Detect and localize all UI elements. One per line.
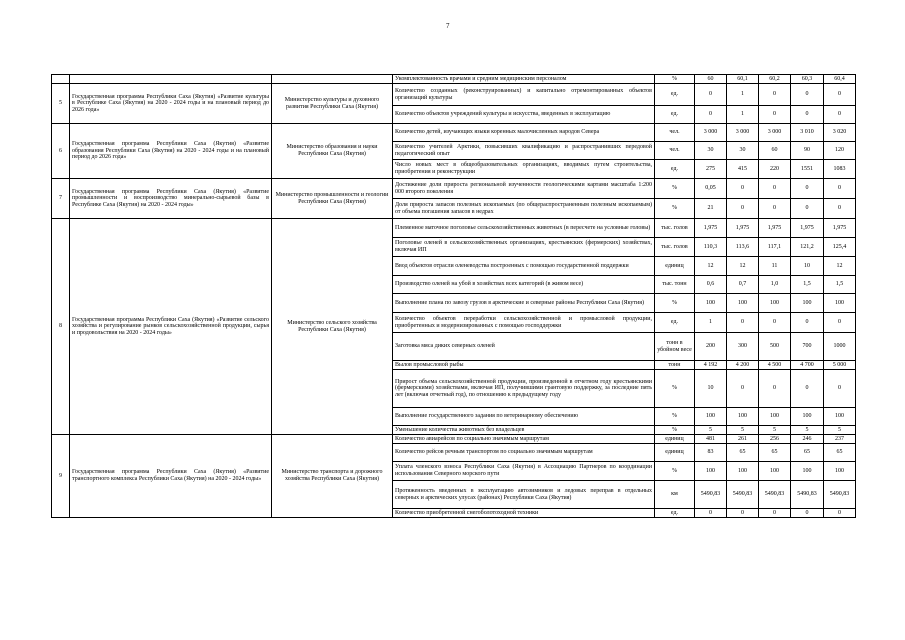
indicator-unit: % <box>655 75 695 84</box>
indicator-value: 65 <box>759 444 791 462</box>
indicator-value: 12 <box>727 257 759 276</box>
indicator-value: 0 <box>695 84 727 106</box>
indicator-value: 4 192 <box>695 361 727 370</box>
indicator-name: Племенное маточное поголовье сельскохозяйственных животных (в пересчете на условные головы) <box>393 219 655 238</box>
indicator-value: 60 <box>695 75 727 84</box>
ministry-name: Министерство культуры и духовного развития Республики Саха (Якутия) <box>272 84 393 124</box>
indicator-value: 0 <box>824 179 856 199</box>
indicator-value: 300 <box>727 333 759 361</box>
indicator-unit: ед. <box>655 160 695 179</box>
program-name: Государственная программа Республики Саха (Якутия) «Развитие культуры в Республике Саха (Якутия) на 2020 - 2024 годы и на плановый период до 2026 года» <box>70 84 272 124</box>
indicator-value: 10 <box>695 370 727 408</box>
program-name: Государственная программа Республики Саха (Якутия) «Развитие транспортного комплекса Республики Саха (Якутия) на 2020 - 2024 годы» <box>70 435 272 518</box>
page-number: 7 <box>446 22 450 30</box>
indicator-unit: тыс. голов <box>655 219 695 238</box>
indicator-value: 3 020 <box>824 124 856 142</box>
indicator-value: 100 <box>727 294 759 313</box>
indicator-name: Ввод объектов отрасли оленеводства построенных с помощью государственной поддержки <box>393 257 655 276</box>
section-number: 5 <box>52 84 70 124</box>
indicator-value: 0 <box>791 313 824 333</box>
indicator-value: 237 <box>824 435 856 444</box>
indicator-value: 1000 <box>824 333 856 361</box>
table-row <box>52 219 856 238</box>
indicator-value: 0,05 <box>695 179 727 199</box>
table-row <box>52 179 856 199</box>
indicator-value: 415 <box>727 160 759 179</box>
indicator-value: 0 <box>727 199 759 219</box>
indicator-value: 60 <box>759 142 791 160</box>
indicator-value: 5490,83 <box>759 481 791 509</box>
indicator-value: 100 <box>791 294 824 313</box>
indicator-value: 4 200 <box>727 361 759 370</box>
ministry-name: Министерство образования и науки Республики Саха (Якутия) <box>272 124 393 179</box>
program-name: Государственная программа Республики Саха (Якутия) «Развитие сельского хозяйства и регулирование рынков сельскохозяйственной продукции, сырья и продовольствия на 2020 - 2024 годы» <box>70 219 272 435</box>
indicator-unit: % <box>655 462 695 481</box>
indicator-value: 65 <box>791 444 824 462</box>
indicator-value: 60,3 <box>791 75 824 84</box>
indicator-value: 0 <box>824 199 856 219</box>
indicator-value: 0 <box>791 179 824 199</box>
indicator-value: 1,975 <box>791 219 824 238</box>
indicator-value: 100 <box>727 408 759 426</box>
indicator-value: 0 <box>727 509 759 518</box>
indicator-value: 1,0 <box>759 276 791 294</box>
indicator-value: 0 <box>791 370 824 408</box>
indicator-unit: чел. <box>655 124 695 142</box>
indicator-value: 60,2 <box>759 75 791 84</box>
indicator-value: 117,1 <box>759 238 791 257</box>
indicator-name: Заготовка мяса диких северных оленей <box>393 333 655 361</box>
indicator-value: 0,7 <box>727 276 759 294</box>
indicator-unit: тонн <box>655 361 695 370</box>
indicator-unit: % <box>655 408 695 426</box>
indicator-name: Уменьшение количества животных без владельцев <box>393 426 655 435</box>
indicator-value: 5 <box>727 426 759 435</box>
indicator-value: 0 <box>759 84 791 106</box>
indicator-value: 0 <box>791 106 824 124</box>
indicator-value: 0 <box>791 84 824 106</box>
indicator-value: 113,6 <box>727 238 759 257</box>
indicator-value: 4 700 <box>791 361 824 370</box>
indicator-unit: единиц <box>655 257 695 276</box>
indicator-value: 90 <box>791 142 824 160</box>
program-name: Государственная программа Республики Саха (Якутия) «Развитие промышленности и воспроизводство минерально-сырьевой базы в Республике Саха (Якутия) на 2020 - 2024 годы» <box>70 179 272 219</box>
indicator-unit: тонн в убойном весе <box>655 333 695 361</box>
indicator-value: 246 <box>791 435 824 444</box>
indicator-value: 0 <box>824 509 856 518</box>
indicator-value: 4 500 <box>759 361 791 370</box>
program-name <box>70 75 272 84</box>
indicator-value: 121,2 <box>791 238 824 257</box>
indicator-name: Достижение доли прироста региональной изученности геологическими картами масштаба 1:200 000 второго поколения <box>393 179 655 199</box>
section-number: 9 <box>52 435 70 518</box>
indicator-value: 1,975 <box>695 219 727 238</box>
indicator-value: 3 000 <box>759 124 791 142</box>
ministry-name: Министерство промышленности и геологии Республики Саха (Якутия) <box>272 179 393 219</box>
indicator-value: 30 <box>695 142 727 160</box>
indicator-value: 5490,83 <box>727 481 759 509</box>
table-row <box>52 435 856 444</box>
indicator-unit: ед. <box>655 509 695 518</box>
indicator-value: 1,5 <box>791 276 824 294</box>
indicator-value: 5 <box>759 426 791 435</box>
indicator-value: 0 <box>727 370 759 408</box>
indicator-name: Выполнение государственного задания по ветеринарному обеспечению <box>393 408 655 426</box>
indicator-value: 11 <box>759 257 791 276</box>
indicator-value: 100 <box>695 462 727 481</box>
indicator-value: 0 <box>759 370 791 408</box>
indicator-value: 0 <box>695 509 727 518</box>
indicator-value: 0 <box>824 370 856 408</box>
indicator-value: 0 <box>759 179 791 199</box>
indicator-value: 100 <box>791 408 824 426</box>
indicator-value: 5 <box>791 426 824 435</box>
indicator-value: 100 <box>695 408 727 426</box>
indicator-name: Укомплектованность врачами и средним медицинским персоналом <box>393 75 655 84</box>
indicator-value: 700 <box>791 333 824 361</box>
indicator-unit: ед. <box>655 313 695 333</box>
indicator-value: 5 <box>824 426 856 435</box>
indicator-value: 1 <box>695 313 727 333</box>
indicator-name: Поголовье оленей в сельскохозяйственных организациях, крестьянских (фермерских) хозяйствах, включая ИП <box>393 238 655 257</box>
indicator-value: 1 <box>727 106 759 124</box>
indicator-value: 0,6 <box>695 276 727 294</box>
indicator-value: 5 <box>695 426 727 435</box>
indicator-value: 256 <box>759 435 791 444</box>
section-number <box>52 75 70 84</box>
indicator-unit: единиц <box>655 435 695 444</box>
indicator-value: 500 <box>759 333 791 361</box>
indicator-value: 1,975 <box>759 219 791 238</box>
indicator-value: 100 <box>824 462 856 481</box>
indicator-value: 1,975 <box>727 219 759 238</box>
indicator-value: 100 <box>759 408 791 426</box>
indicator-value: 0 <box>791 199 824 219</box>
indicator-value: 30 <box>727 142 759 160</box>
indicator-value: 5490,83 <box>791 481 824 509</box>
indicator-value: 0 <box>824 106 856 124</box>
section-number: 6 <box>52 124 70 179</box>
indicator-value: 12 <box>695 257 727 276</box>
indicator-unit: ед. <box>655 84 695 106</box>
indicator-value: 0 <box>727 313 759 333</box>
indicator-value: 100 <box>791 462 824 481</box>
indicator-unit: ед. <box>655 106 695 124</box>
indicator-name: Количество созданных (реконструированных) и капитально отремонтированных объектов организаций культуры <box>393 84 655 106</box>
section-number: 8 <box>52 219 70 435</box>
indicator-value: 12 <box>824 257 856 276</box>
indicator-unit: % <box>655 179 695 199</box>
indicator-name: Количество детей, изучающих языки коренных малочисленных народов Севера <box>393 124 655 142</box>
indicator-unit: чел. <box>655 142 695 160</box>
indicator-name: Число новых мест в общеобразовательных организациях, вводимых путем строительства, приобретения и реконструкции <box>393 160 655 179</box>
indicator-value: 1,5 <box>824 276 856 294</box>
indicator-value: 0 <box>759 106 791 124</box>
indicator-value: 21 <box>695 199 727 219</box>
indicator-value: 10 <box>791 257 824 276</box>
indicator-name: Вылов промысловой рыбы <box>393 361 655 370</box>
indicator-value: 100 <box>759 462 791 481</box>
indicator-value: 65 <box>824 444 856 462</box>
indicator-value: 1,975 <box>824 219 856 238</box>
table-row <box>52 84 856 106</box>
indicator-value: 0 <box>759 199 791 219</box>
indicator-value: 261 <box>727 435 759 444</box>
indicator-value: 65 <box>727 444 759 462</box>
indicator-value: 3 000 <box>695 124 727 142</box>
indicator-name: Количество объектов учреждений культуры и искусства, введенных в эксплуатацию <box>393 106 655 124</box>
indicator-value: 60,1 <box>727 75 759 84</box>
indicator-value: 60,4 <box>824 75 856 84</box>
ministry-name: Министерство транспорта и дорожного хозяйства Республики Саха (Якутия) <box>272 435 393 518</box>
indicator-value: 120 <box>824 142 856 160</box>
indicator-value: 275 <box>695 160 727 179</box>
indicator-value: 100 <box>727 462 759 481</box>
program-indicators-table <box>51 74 856 518</box>
indicator-unit: единиц <box>655 444 695 462</box>
indicator-value: 0 <box>695 106 727 124</box>
indicator-value: 125,4 <box>824 238 856 257</box>
indicator-value: 83 <box>695 444 727 462</box>
indicator-value: 1 <box>727 84 759 106</box>
indicator-unit: % <box>655 199 695 219</box>
table-row <box>52 124 856 142</box>
indicator-name: Протяженность введенных в эксплуатацию автозимников и ледовых переправ в отдельных северных и арктических улусах (районах) Республики Саха (Якутия) <box>393 481 655 509</box>
indicator-value: 110,3 <box>695 238 727 257</box>
indicator-name: Количество объектов переработки сельскохозяйственной и промысловой продукции, приобретенных и модернизированных с помощью господдержки <box>393 313 655 333</box>
indicator-value: 220 <box>759 160 791 179</box>
indicator-name: Количество учителей Арктики, повысивших квалификацию и распространивших передовой педагогический опыт <box>393 142 655 160</box>
indicator-value: 0 <box>759 313 791 333</box>
program-name: Государственная программа Республики Саха (Якутия) «Развитие образования Республики Саха (Якутия) на 2020 - 2024 годы и на плановый период до 2026 года» <box>70 124 272 179</box>
indicator-name: Уплата членского взноса Республики Саха (Якутия) в Ассоциацию Партнеров по координации использования Северного морского пути <box>393 462 655 481</box>
indicator-unit: % <box>655 370 695 408</box>
indicator-value: 5490,83 <box>695 481 727 509</box>
indicator-value: 100 <box>824 408 856 426</box>
indicator-name: Выполнение плана по завозу грузов в арктические и северные районы Республики Саха (Якутия) <box>393 294 655 313</box>
indicator-name: Количество рейсов речным транспортом по социально значимым маршрутам <box>393 444 655 462</box>
indicator-value: 0 <box>727 179 759 199</box>
indicator-value: 100 <box>824 294 856 313</box>
indicator-value: 3 000 <box>727 124 759 142</box>
indicator-name: Доля прироста запасов полезных ископаемых (по общераспространенным полезным ископаемым) от объема погашения запасов в недрах <box>393 199 655 219</box>
indicator-name: Производство оленей на убой в хозяйствах всех категорий (в живом весе) <box>393 276 655 294</box>
indicator-value: 3 010 <box>791 124 824 142</box>
indicator-value: 200 <box>695 333 727 361</box>
indicator-unit: % <box>655 294 695 313</box>
indicator-value: 5490,83 <box>824 481 856 509</box>
indicator-name: Количество приобретенной снегоболотоходной техники <box>393 509 655 518</box>
indicator-name: Количество авиарейсов по социально значимым маршрутам <box>393 435 655 444</box>
indicator-value: 0 <box>824 313 856 333</box>
indicator-value: 0 <box>759 509 791 518</box>
indicator-value: 5 000 <box>824 361 856 370</box>
ministry-name: Министерство сельского хозяйства Республики Саха (Якутия) <box>272 219 393 435</box>
indicator-value: 100 <box>695 294 727 313</box>
table-row <box>52 75 856 84</box>
indicator-value: 0 <box>791 509 824 518</box>
indicator-value: 1083 <box>824 160 856 179</box>
indicator-unit: тыс. тонн <box>655 276 695 294</box>
indicator-unit: тыс. голов <box>655 238 695 257</box>
indicator-unit: % <box>655 426 695 435</box>
indicator-value: 100 <box>759 294 791 313</box>
indicator-name: Прирост объема сельскохозяйственной продукции, произведенной в отчетном году крестьянскими (фермерскими) хозяйствами, включая ИП, получившими грантовую поддержку, за последние пять лет (включая отчетный год), по отношению к предыдущему году <box>393 370 655 408</box>
indicator-value: 1551 <box>791 160 824 179</box>
section-number: 7 <box>52 179 70 219</box>
indicator-value: 0 <box>824 84 856 106</box>
indicator-unit: км <box>655 481 695 509</box>
indicator-value: 481 <box>695 435 727 444</box>
ministry-name <box>272 75 393 84</box>
